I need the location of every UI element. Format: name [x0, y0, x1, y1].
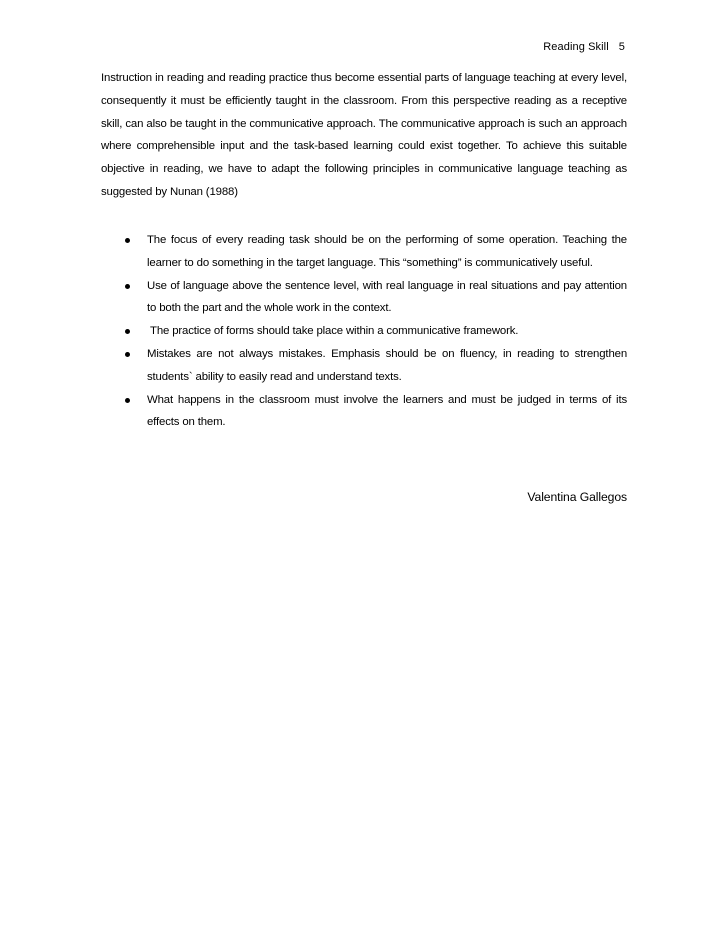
body-paragraph: Instruction in reading and reading practice thus become essential parts of language teaching at every level, consequently it must be efficiently taught in the classroom. From this perspective reading as a receptive skill, can also be taught in the communicative approach. The communicative approach is such an approach where comprehensible input and the task-based learning could exist together. To achieve this suitable objective in reading, we have to adapt the following principles in communicative language teaching as suggested by Nunan (1988)	[101, 72, 627, 198]
bullet-icon	[125, 284, 130, 289]
page-number: 5	[618, 41, 625, 53]
list-item-text: Mistakes are not always mistakes. Emphasis should be on fluency, in reading to strengthen students` ability to easily read and understand texts.	[147, 347, 627, 383]
bullet-icon	[125, 398, 130, 403]
list-item	[101, 343, 627, 389]
bullet-icon	[125, 238, 130, 243]
list-item-text: The focus of every reading task should be on the performing of some operation. Teaching the learner to do something in the target language. This “something” is communicatively useful.	[147, 234, 627, 269]
list-item	[101, 389, 627, 435]
author-signature: Valentina Gallegos	[527, 490, 627, 504]
bullet-icon	[125, 352, 130, 357]
list-item	[101, 229, 627, 275]
running-title: Reading Skill	[543, 41, 609, 53]
list-item	[101, 275, 627, 321]
list-item-text: What happens in the classroom must involve the learners and must be judged in terms of its effects on them.	[147, 393, 627, 429]
list-item	[101, 320, 627, 343]
principles-list	[101, 229, 627, 434]
list-item-text: The practice of forms should take place within a communicative framework.	[147, 325, 519, 338]
running-header	[543, 41, 625, 53]
list-item-text: Use of language above the sentence level, with real language in real situations and pay attention to both the part and the whole work in the context.	[147, 279, 627, 315]
bullet-icon	[125, 329, 130, 334]
